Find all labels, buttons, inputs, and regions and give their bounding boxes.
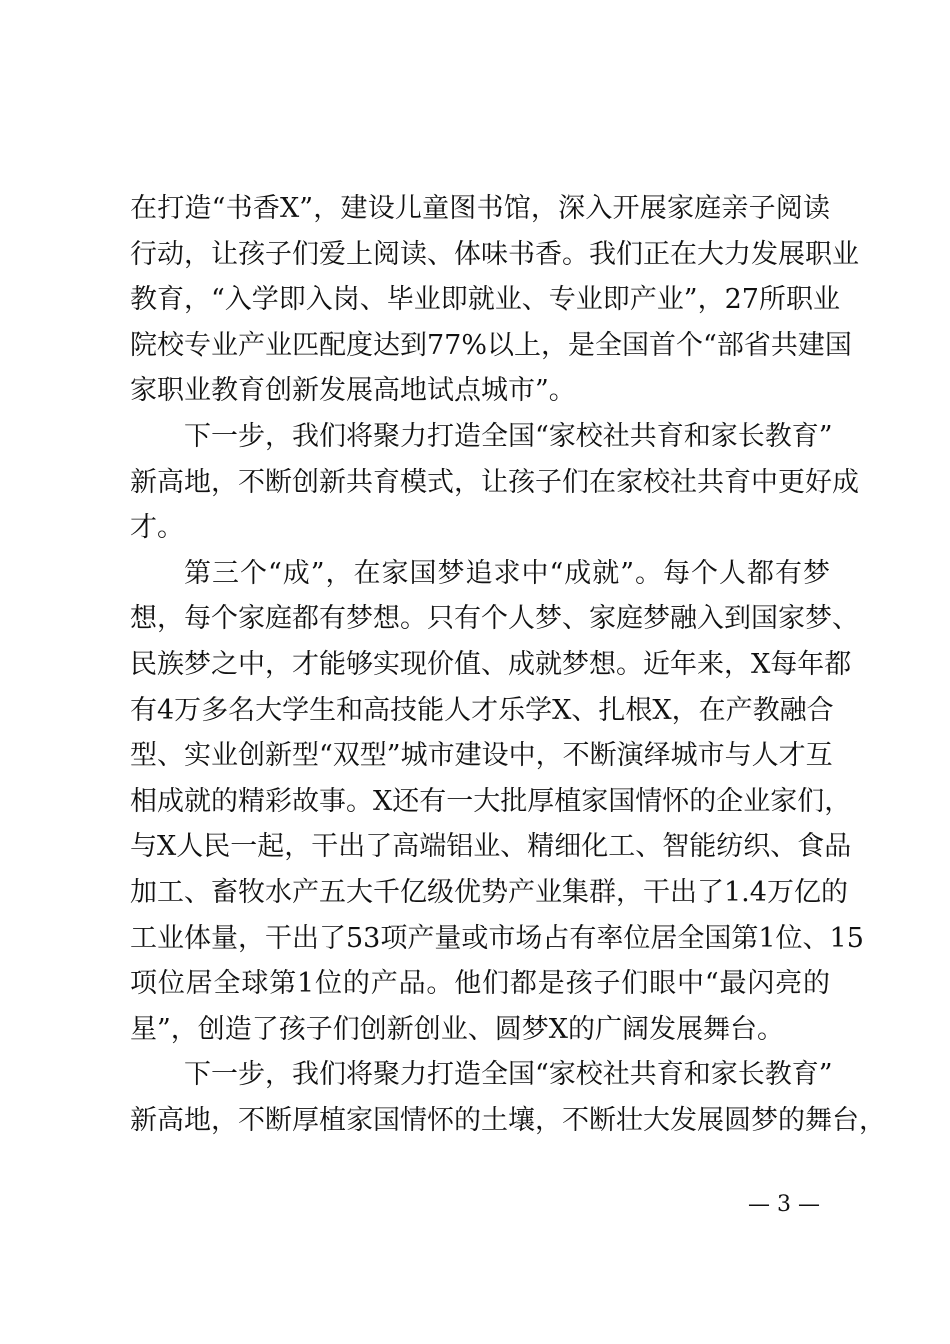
text-line: 下一步，我们将聚力打造全国“家校社共育和家长教育” bbox=[184, 1059, 833, 1091]
text-line: 星”，创造了孩子们创新创业、圆梦X的广阔发展舞台。 bbox=[130, 1013, 785, 1045]
text-line: 想，每个家庭都有梦想。只有个人梦、家庭梦融入到国家梦、 bbox=[130, 603, 859, 635]
text-line: 相成就的精彩故事。X还有一大批厚植家国情怀的企业家们， bbox=[130, 785, 852, 817]
text-line: 行动，让孩子们爱上阅读、体味书香。我们正在大力发展职业 bbox=[130, 238, 859, 270]
text-line: 加工、畜牧水产五大千亿级优势产业集群，干出了1.4万亿的 bbox=[130, 876, 848, 908]
text-line: 有4万多名大学生和高技能人才乐学X、扎根X，在产教融合 bbox=[130, 694, 834, 726]
text-line: 在打造“书香X”，建设儿童图书馆，深入开展家庭亲子阅读 bbox=[130, 193, 830, 224]
text-line: 第三个“成”，在家国梦追求中“成就”。每个人都有梦 bbox=[184, 557, 830, 589]
text-line: 项位居全球第1位的产品。他们都是孩子们眼中“最闪亮的 bbox=[130, 968, 830, 1000]
page-number: — 3 — bbox=[748, 1192, 820, 1217]
text-line: 新高地，不断厚植家国情怀的土壤，不断壮大发展圆梦的舞台， bbox=[130, 1104, 886, 1136]
text-line: 与X人民一起，干出了高端铝业、精细化工、智能纺织、食品 bbox=[130, 831, 852, 863]
text-line: 教育，“入学即入岗、毕业即就业、专业即产业”，27所职业 bbox=[130, 284, 840, 316]
text-line: 才。 bbox=[130, 512, 184, 544]
text-line: 院校专业产业匹配度达到77%以上，是全国首个“部省共建国 bbox=[130, 329, 852, 361]
text-line: 新高地，不断创新共育模式，让孩子们在家校社共育中更好成 bbox=[130, 466, 859, 498]
text-line: 工业体量，干出了53项产量或市场占有率位居全国第1位、15 bbox=[130, 922, 864, 954]
body-text bbox=[130, 186, 886, 1143]
text-line: 民族梦之中，才能够实现价值、成就梦想。近年来，X每年都 bbox=[130, 648, 852, 680]
text-line: 型、实业创新型“双型”城市建设中，不断演绎城市与人才互 bbox=[130, 740, 833, 772]
text-line: 下一步，我们将聚力打造全国“家校社共育和家长教育” bbox=[184, 420, 833, 452]
text-line: 家职业教育创新发展高地试点城市”。 bbox=[130, 375, 576, 407]
